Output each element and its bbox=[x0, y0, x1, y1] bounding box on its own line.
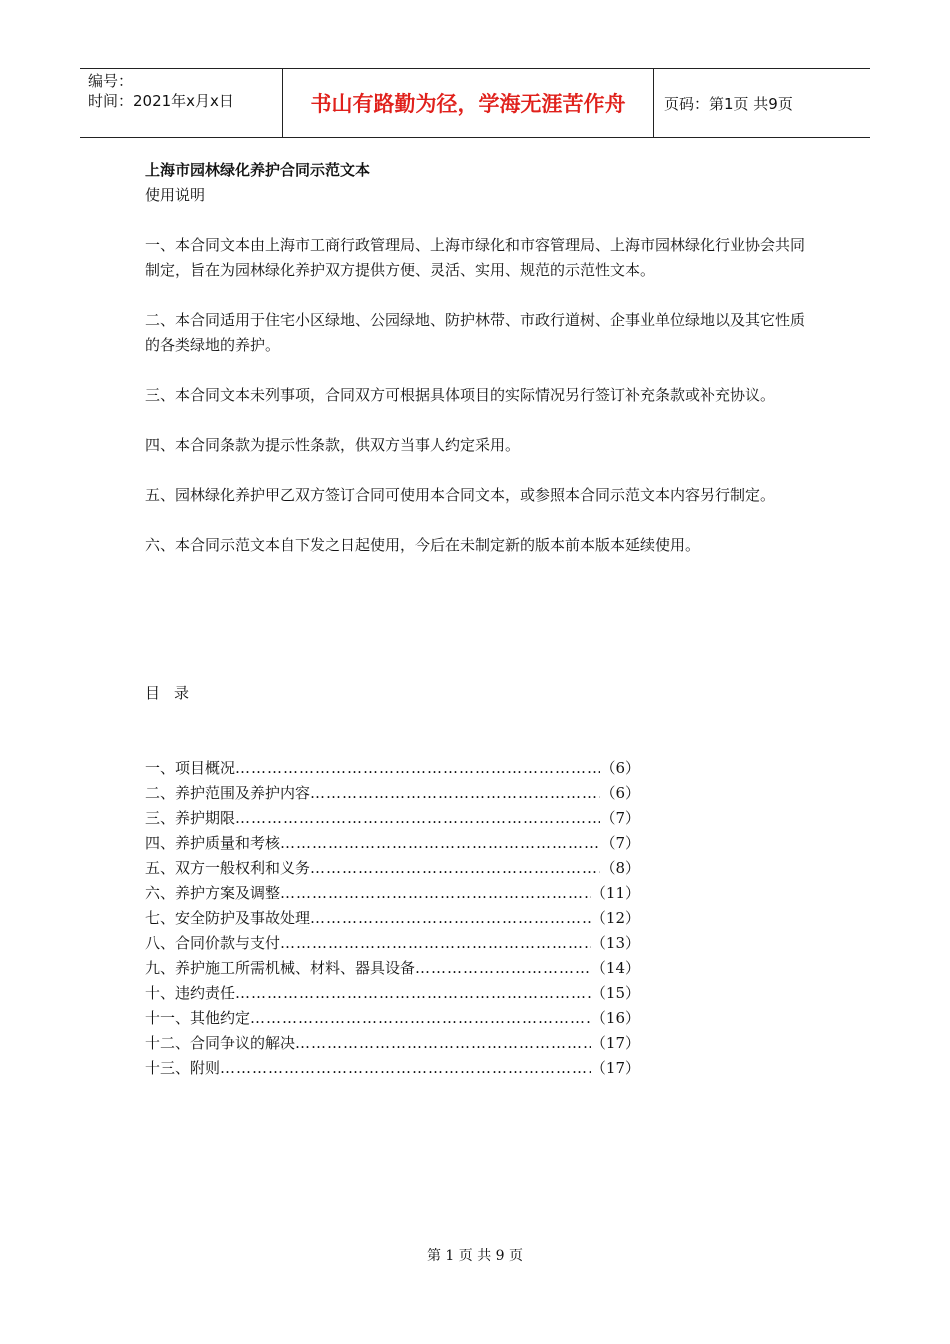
toc-item-page: （6） bbox=[600, 759, 640, 777]
toc-item[interactable] bbox=[145, 806, 640, 831]
toc-leader-dots bbox=[280, 831, 600, 856]
toc-item[interactable] bbox=[145, 956, 640, 981]
toc-item-label: 三、养护期限 bbox=[145, 809, 236, 827]
toc-item[interactable] bbox=[145, 756, 640, 781]
document-subtitle: 使用说明 bbox=[145, 186, 206, 204]
instruction-paragraph: 二、本合同适用于住宅小区绿地、公园绿地、防护林带、市政行道树、企事业单位绿地以及其它性质的各类绿地的养护。 bbox=[145, 311, 806, 354]
toc-leader-dots bbox=[295, 1031, 591, 1056]
toc-item-page: （17） bbox=[590, 1034, 640, 1052]
page-header bbox=[80, 68, 870, 138]
toc-heading: 目录 bbox=[145, 684, 204, 702]
toc-item-label: 七、安全防护及事故处理 bbox=[145, 909, 311, 927]
toc-item-page: （7） bbox=[600, 809, 640, 827]
toc-item-page: （15） bbox=[590, 984, 640, 1002]
instruction-paragraph: 六、本合同示范文本自下发之日起使用，今后在未制定新的版本前本版本延续使用。 bbox=[145, 536, 701, 554]
toc-item[interactable] bbox=[145, 831, 640, 856]
toc-item[interactable] bbox=[145, 1006, 640, 1031]
toc-item[interactable] bbox=[145, 981, 640, 1006]
header-page-info: 页码：第1页 共9页 bbox=[664, 94, 793, 113]
toc-item-label: 六、养护方案及调整 bbox=[145, 884, 281, 902]
toc-item-label: 十三、附则 bbox=[145, 1059, 221, 1077]
toc-item-label: 四、养护质量和考核 bbox=[145, 834, 281, 852]
toc-item[interactable] bbox=[145, 881, 640, 906]
toc-item-page: （14） bbox=[590, 959, 640, 977]
toc-item-page: （7） bbox=[600, 834, 640, 852]
toc-leader-dots bbox=[220, 1056, 591, 1081]
toc-item-page: （6） bbox=[600, 784, 640, 802]
toc-leader-dots bbox=[235, 806, 600, 831]
toc-item[interactable] bbox=[145, 1056, 640, 1081]
instruction-paragraph: 三、本合同文本未列事项，合同双方可根据具体项目的实际情况另行签订补充条款或补充协议。 bbox=[145, 386, 776, 404]
instruction-paragraph: 四、本合同条款为提示性条款，供双方当事人约定采用。 bbox=[145, 436, 521, 454]
document-body bbox=[145, 158, 810, 558]
toc-item-label: 一、项目概况 bbox=[145, 759, 236, 777]
instruction-paragraph: 一、本合同文本由上海市工商行政管理局、上海市绿化和市容管理局、上海市园林绿化行业协会共同制定，旨在为园林绿化养护双方提供方便、灵活、实用、规范的示范性文本。 bbox=[145, 236, 806, 279]
toc-leader-dots bbox=[415, 956, 591, 981]
toc-item-page: （17） bbox=[590, 1059, 640, 1077]
document-title: 上海市园林绿化养护合同示范文本 bbox=[145, 161, 371, 179]
toc-leader-dots bbox=[310, 856, 600, 881]
document-number: 编号： bbox=[88, 72, 134, 90]
toc-item-page: （16） bbox=[590, 1009, 640, 1027]
toc-item[interactable] bbox=[145, 906, 640, 931]
toc-item-label: 二、养护范围及养护内容 bbox=[145, 784, 311, 802]
toc-item-label: 九、养护施工所需机械、材料、器具设备 bbox=[145, 959, 416, 977]
table-of-contents bbox=[145, 756, 640, 1081]
toc-item-page: （11） bbox=[590, 884, 640, 902]
toc-item[interactable] bbox=[145, 781, 640, 806]
toc-leader-dots bbox=[280, 931, 591, 956]
toc-item-label: 十二、合同争议的解决 bbox=[145, 1034, 296, 1052]
toc-leader-dots bbox=[280, 881, 591, 906]
toc-item-label: 十一、其他约定 bbox=[145, 1009, 251, 1027]
toc-item[interactable] bbox=[145, 1031, 640, 1056]
toc-item[interactable] bbox=[145, 856, 640, 881]
toc-item-label: 十、违约责任 bbox=[145, 984, 236, 1002]
toc-leader-dots bbox=[235, 756, 600, 781]
toc-item-label: 五、双方一般权利和义务 bbox=[145, 859, 311, 877]
toc-leader-dots bbox=[310, 906, 591, 931]
header-meta bbox=[80, 69, 282, 137]
toc-item-label: 八、合同价款与支付 bbox=[145, 934, 281, 952]
page-footer: 第 1 页 共 9 页 bbox=[426, 1248, 524, 1264]
toc-leader-dots bbox=[235, 981, 591, 1006]
toc-item-page: （8） bbox=[600, 859, 640, 877]
header-motto: 书山有路勤为径，学海无涯苦作舟 bbox=[282, 69, 654, 137]
toc-item-page: （13） bbox=[590, 934, 640, 952]
toc-item[interactable] bbox=[145, 931, 640, 956]
toc-item-page: （12） bbox=[590, 909, 640, 927]
document-time: 时间：2021年x月x日 bbox=[88, 92, 234, 110]
toc-leader-dots bbox=[310, 781, 600, 806]
toc-leader-dots bbox=[250, 1006, 591, 1031]
instruction-paragraph: 五、园林绿化养护甲乙双方签订合同可使用本合同文本，或参照本合同示范文本内容另行制定。 bbox=[145, 486, 776, 504]
